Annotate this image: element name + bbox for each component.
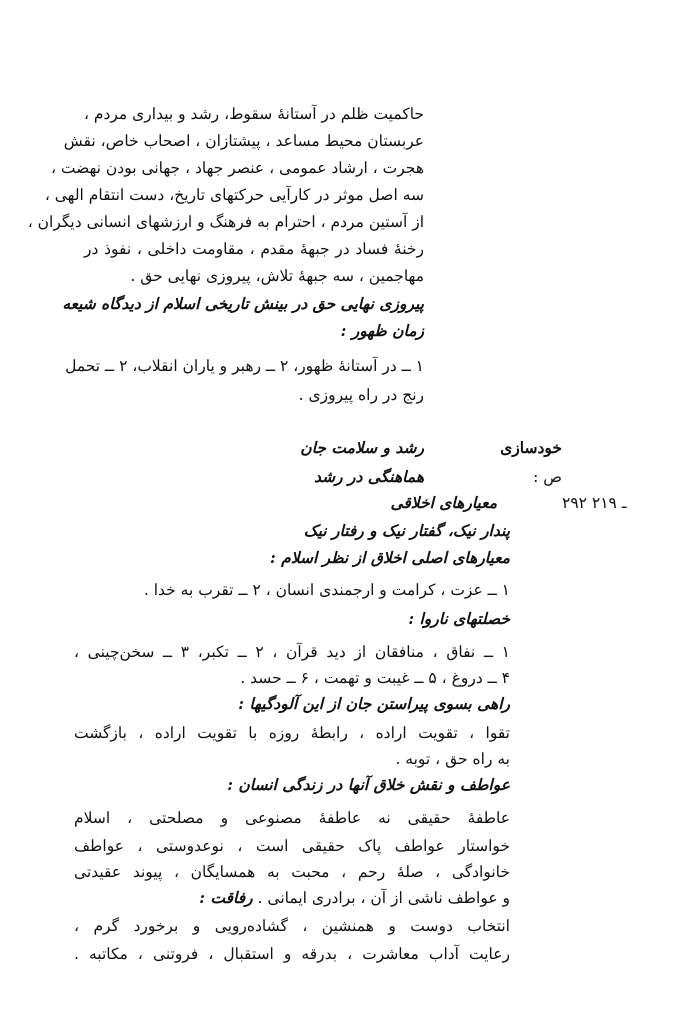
paragraph-line: هجرت ، ارشاد عمومی ، عنصر جهاد ، جهانی بودن نهضت ،	[50, 159, 424, 177]
paragraph-line: ۱ ــ نفاق ، منافقان از دید قرآن ، ۲ ــ تکبر، ۳ ــ سخن‌چینی ،	[74, 643, 510, 661]
paragraph-line: انتخاب دوست و همنشین ، گشاده‌رویی و برخورد گرم ،	[74, 917, 510, 935]
paragraph-line: مهاجمین ، سه جبهه‌ٔ تلاش، پیروزی نهایی حق .	[130, 267, 424, 285]
section-heading: عواطف و نقش خلاق آنها در زندگی انسان :	[227, 775, 510, 794]
subtitle: هماهنگی در رشد	[314, 467, 424, 486]
paragraph-line: عربستان محیط مساعد ، پیشتازان ، اصحاب خاص، نقش	[63, 132, 424, 150]
page-label: ص :	[533, 468, 562, 486]
section-heading: معیارهای اصلی اخلاق از نظر اسلام :	[270, 548, 510, 567]
paragraph-line: رنج در راه پیروزی .	[298, 386, 424, 404]
paragraph-line	[199, 886, 510, 912]
paragraph-line: ۱ ــ در آستانه‌ٔ ظهور، ۲ ــ رهبر و یاران انقلاب، ۲ ــ تحمل	[65, 357, 424, 375]
chapter-title: رشد و سلامت جان	[300, 438, 424, 457]
section-heading: معیارهای اخلاقی	[390, 493, 497, 512]
paragraph-line: خواستار عواطف پاک حقیقی است ، نوعدوستی ، عواطف	[74, 837, 510, 855]
paragraph-line: حاکمیت ظلم در آستانه‌ٔ سقوط، رشد و بیداری مردم ،	[83, 105, 424, 123]
inline-heading: رفاقت :	[199, 888, 253, 907]
paragraph-line: خانوادگی ، صله‌ٔ رحم ، محبت به همسایگان ، پیوند عقیدتی	[74, 863, 510, 881]
paragraph-line: ۴ ــ دروغ ، ۵ ــ غیبت و تهمت ، ۶ ــ حسد .	[240, 669, 510, 687]
paragraph-line: ۱ ــ عزت ، کرامت و ارجمندی انسان ، ۲ ــ تقرب به خدا .	[143, 581, 510, 599]
paragraph-line: عاطفه‌ٔ حقیقی نه عاطفه‌ٔ مصنوعی و مصلحتی ، اسلام	[74, 809, 510, 827]
paragraph-line: از آستین مردم ، احترام به فرهنگ و ارزشهای انسانی دیگران ،	[27, 213, 424, 231]
section-heading: زمان ظهور :	[340, 321, 424, 340]
paragraph-line: تقوا ، تقویت اراده ، رابطه‌ٔ روزه با تقویت اراده ، بازگشت	[74, 724, 510, 742]
paragraph-text: و عواطف ناشی از آن ، برادری ایمانی .	[257, 889, 510, 907]
paragraph-line: رعایت آداب معاشرت ، بدرقه و استقبال ، فروتنی ، مکاتبه .	[74, 945, 510, 963]
paragraph-line: به راه حق ، توبه .	[395, 750, 510, 768]
section-heading: پیروزی نهایی حق در بینش تاریخی اسلام از دیدگاه شیعه	[62, 294, 424, 313]
subheading: پندار نیک، گفتار نیک و رفتار نیک	[303, 521, 510, 540]
section-heading: خصلتهای ناروا :	[408, 609, 510, 628]
section-heading: راهی بسوی پیراستن جان از این آلودگیها :	[238, 694, 510, 713]
paragraph-line: رخنه‌ٔ فساد در جبهه‌ٔ مقدم ، مقاومت داخلی ، نفوذ در	[84, 240, 424, 258]
chapter-label: خودسازی	[500, 438, 562, 457]
paragraph-line: سه اصل موثر در کارآیی حرکتهای تاریخ، دست انتقام الهی ،	[44, 186, 424, 204]
page-range: ۲۹۲ ـ ۲۱۹	[562, 494, 627, 512]
